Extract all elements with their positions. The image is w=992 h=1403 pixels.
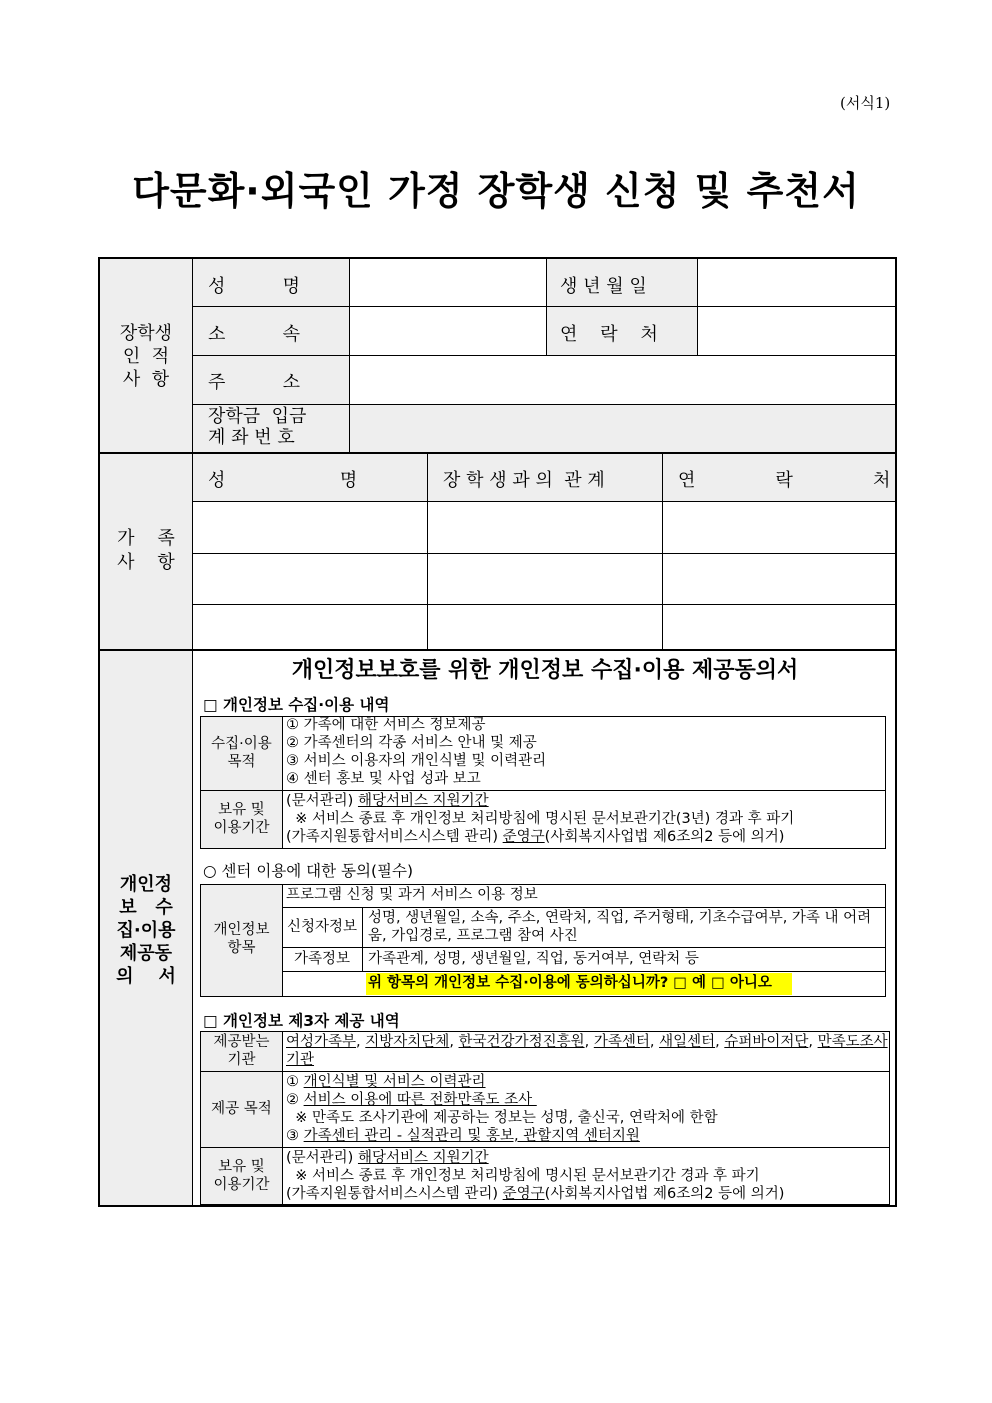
student-section-label: 장학생 인 적 사 항 — [119, 323, 173, 390]
third-retention-line-1: (문서관리) 해당서비스 지원기간 — [286, 1150, 489, 1166]
birth-label: 생 년 월 일 — [560, 276, 647, 297]
family-info: 가족관계, 성명, 생년월일, 직업, 동거여부, 연락처 등 — [368, 951, 699, 967]
provide-purpose-label: 제공 목적 — [211, 1101, 272, 1117]
family-col-relation: 장 학 생 과 의 관 계 — [443, 470, 605, 491]
recipient-label: 제공받는 기관 — [213, 1034, 270, 1068]
recipient-list-cont: 기관 — [286, 1052, 315, 1068]
document-title: 다문화·외국인 가정 장학생 신청 및 추천서 — [132, 169, 860, 213]
third-retention-label: 보유 및 이용기간 — [213, 1159, 270, 1193]
third-retention-line-2: ※ 서비스 종료 후 개인정보 처리방침에 명시된 문서보관기간 경과 후 파기 — [286, 1168, 760, 1184]
purpose-line-3: ③ 서비스 이용자의 개인식별 및 이력관리 — [286, 753, 547, 769]
collection-heading: □ 개인정보 수집·이용 내역 — [203, 696, 390, 714]
applicant-info-1: 성명, 생년월일, 소속, 주소, 연락처, 직업, 주거형태, 기초수급여부, 가족 내 어려 — [368, 910, 872, 926]
provide-purpose-4: ③ 가족센터 관리 - 실적관리 및 홍보, 관할지역 센터지원 — [286, 1128, 640, 1144]
contact-label: 연 락 처 — [560, 324, 658, 345]
retention-line-1: (문서관리) 해당서비스 지원기간 — [286, 793, 489, 809]
agree-question[interactable]: 위 항목의 개인정보 수집·이용에 동의하십니까? □ 예 □ 아니오 — [368, 975, 772, 991]
provide-purpose-1: ① 개인식별 및 서비스 이력관리 — [286, 1074, 486, 1090]
third-retention-line-3: (가족지원통합서비스시스템 관리) 준영구(사회복지사업법 제6조의2 등에 의거) — [286, 1186, 785, 1202]
address-label: 주 소 — [208, 372, 300, 393]
retention-line-2: ※ 서비스 종료 후 개인정보 처리방침에 명시된 문서보관기간(3년) 경과 후 파기 — [286, 811, 795, 827]
family-col-name: 성 명 — [208, 470, 358, 491]
provide-purpose-3: ※ 만족도 조사기관에 제공하는 정보는 성명, 출신국, 연락처에 한함 — [286, 1110, 718, 1126]
provide-purpose-2: ② 서비스 이용에 따른 전화만족도 조사 — [286, 1092, 537, 1108]
applicant-info-2: 움, 가입경로, 프로그램 참여 사진 — [368, 928, 578, 944]
family-info-label: 가족정보 — [293, 951, 351, 967]
items-label: 개인정보 항목 — [213, 922, 270, 956]
center-heading: ○ 센터 이용에 대한 동의(필수) — [203, 862, 414, 880]
purpose-line-2: ② 가족센터의 각종 서비스 안내 및 제공 — [286, 735, 537, 751]
program-info: 프로그램 신청 및 과거 서비스 이용 정보 — [286, 887, 538, 903]
name-label: 성 명 — [208, 276, 300, 297]
purpose-line-4: ④ 센터 홍보 및 사업 성과 보고 — [286, 771, 481, 787]
left-label-column — [100, 259, 192, 1205]
affiliation-label: 소 속 — [208, 324, 300, 345]
retention-line-3: (가족지원통합서비스시스템 관리) 준영구(사회복지사업법 제6조의2 등에 의거) — [286, 829, 785, 845]
consent-section-label: 개인정 보 수 집·이용 제공동 의 서 — [116, 874, 176, 987]
family-section-label: 가 족 사 항 — [117, 528, 175, 573]
account-label: 장학금 입금 계 좌 번 호 — [208, 406, 307, 448]
consent-title: 개인정보보호를 위한 개인정보 수집·이용 제공동의서 — [291, 658, 799, 683]
form-number: (서식1) — [840, 94, 891, 112]
applicant-label: 신청자정보 — [286, 919, 358, 935]
purpose-line-1: ① 가족에 대한 서비스 정보제공 — [286, 717, 486, 733]
retention-label: 보유 및 이용기간 — [213, 802, 270, 836]
purpose-label: 수집·이용 목적 — [211, 736, 272, 770]
family-col-contact: 연 락 처 — [678, 470, 891, 491]
recipient-list: 여성가족부, 지방자치단체, 한국건강가정진흥원, 가족센터, 새일센터, 슈퍼바이저단, 만족도조사 — [286, 1034, 888, 1050]
account-field-bg — [349, 404, 895, 452]
third-party-heading: □ 개인정보 제3자 제공 내역 — [203, 1012, 400, 1030]
